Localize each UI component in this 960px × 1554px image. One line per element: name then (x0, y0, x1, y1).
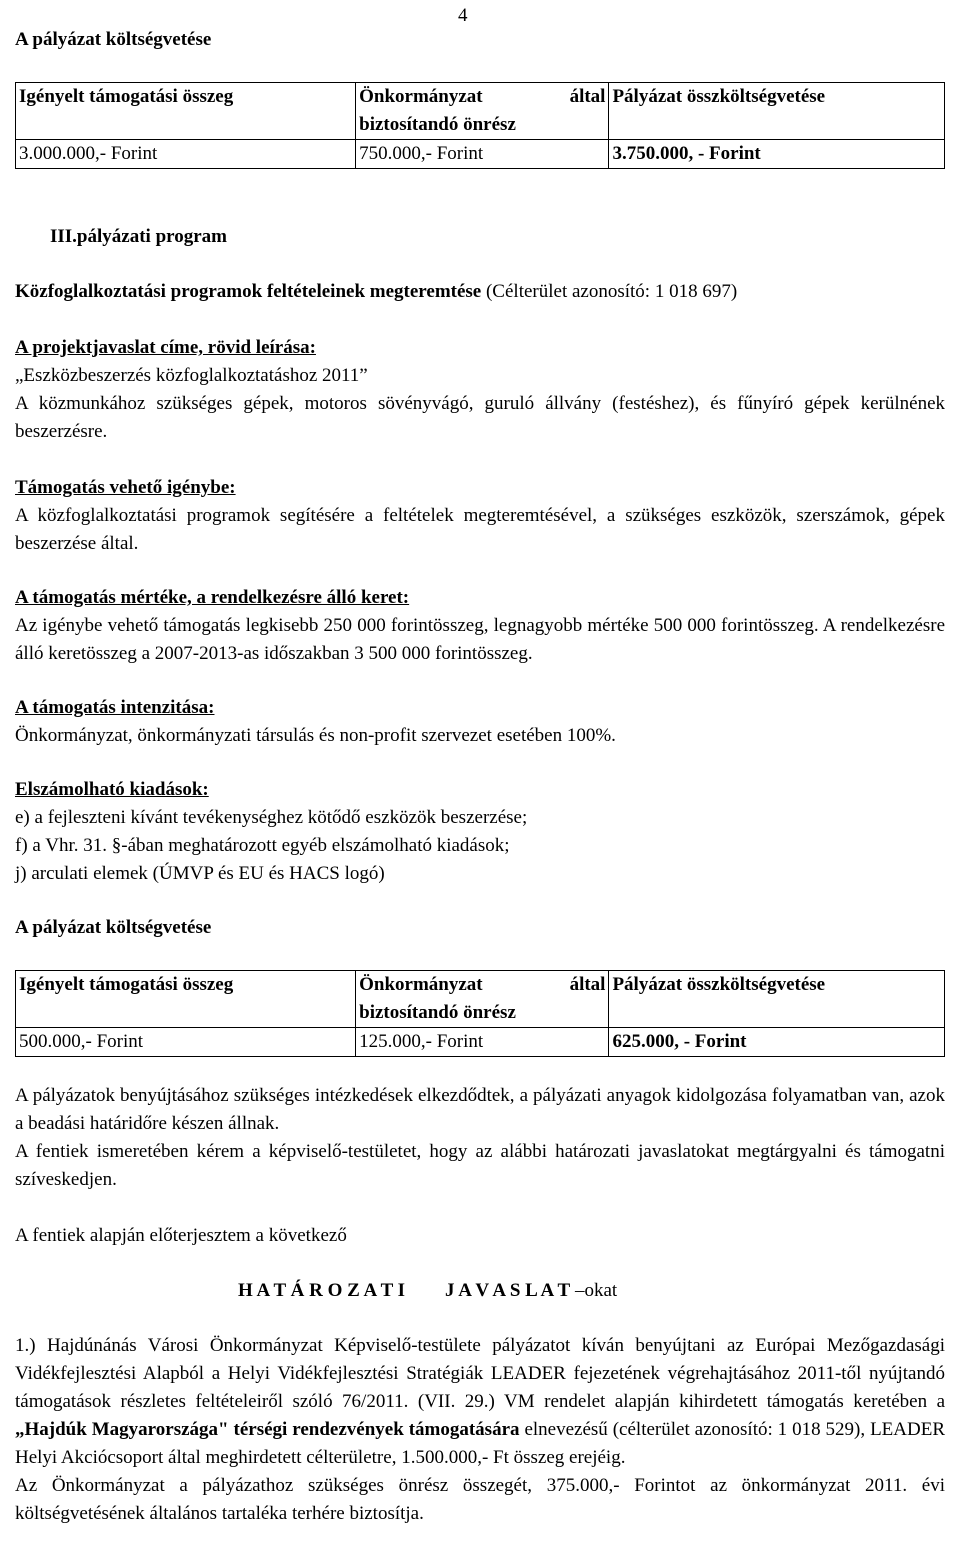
amount-block (15, 584, 945, 668)
budget-table-1 (15, 82, 945, 169)
table-row (16, 83, 945, 140)
project-label: A projektjavaslat címe, rövid leírása: (15, 337, 316, 358)
header-self-share-word2: által (569, 86, 606, 107)
header-total: Pályázat összköltségvetése (609, 971, 945, 1028)
costs-block (15, 776, 945, 888)
table-row (16, 140, 945, 169)
page-number: 4 (458, 5, 468, 26)
list-item: j) arculati elemek (ÚMVP és EU és HACS logó) (15, 863, 385, 884)
program-title: Közfoglalkoztatási programok feltételeinek megteremtése (15, 281, 482, 302)
resolution-word-1: H A T Á R O Z A T I (238, 1280, 406, 1301)
project-block (15, 334, 945, 446)
header-self-share-line2: biztosítandó önrész (359, 114, 516, 135)
program-line (15, 278, 945, 306)
support-label: Támogatás vehető igénybe: (15, 477, 236, 498)
resolution-item-1 (15, 1332, 945, 1528)
resolution-word-2: J A V A S L A T (445, 1280, 571, 1301)
resolution-suffix: –okat (570, 1280, 618, 1301)
value-requested: 500.000,- Forint (16, 1028, 356, 1057)
value-total: 625.000, - Forint (609, 1028, 945, 1057)
list-item: f) a Vhr. 31. §-ában meghatározott egyéb elszámolható kiadások; (15, 835, 510, 856)
budget-table-2 (15, 970, 945, 1057)
budget-title-1: A pályázat költségvetése (15, 29, 212, 50)
table-row (16, 971, 945, 1028)
program-target-id: (Célterület azonosító: 1 018 697) (481, 281, 738, 302)
value-requested: 3.000.000,- Forint (16, 140, 356, 169)
item1-text-a: 1.) Hajdúnánás Városi Önkormányzat Képviselő-testülete pályázatot kíván benyújtani az Európai Mezőgazdasági Vidékfejlesztési Alapból a Helyi Vidékfejlesztési Stratégiák LEADER fejezetének végrehajtásához 2011-től nyújtandó támogatások részletes feltételeiről szóló 76/2011. (VII. 29.) VM rendelet alapján kihirdetett támogatás keretében a (15, 1335, 945, 1412)
closing-paragraph-3: A fentiek alapján előterjesztem a következő (15, 1225, 347, 1246)
support-text: A közfoglalkoztatási programok segítésére a feltételek megteremtésével, a szükséges eszközök, szerszámok, gépek beszerzése által. (15, 505, 945, 554)
costs-label: Elszámolható kiadások: (15, 779, 209, 800)
program-heading: III.pályázati program (50, 226, 227, 247)
item1-paragraph-2: Az Önkormányzat a pályázathoz szükséges önrész összegét, 375.000,- Forintot az önkormányzat 2011. évi költségvetésének általános tartaléka terhére biztosítja. (15, 1475, 945, 1524)
resolution-heading (238, 1277, 938, 1305)
header-self-share-word1: Önkormányzat (359, 86, 483, 107)
item1-text-b: elnevezésű (célterület azonosító: 1 018 529), LEADER Helyi Akciócsoport által meghirdetett célterületre, 1.500.000,- Ft összeg erejéig. (15, 1419, 945, 1468)
list-item: e) a fejleszteni kívánt tevékenységhez kötődő eszközök beszerzése; (15, 807, 528, 828)
table-row (16, 1028, 945, 1057)
header-self-share (356, 83, 609, 140)
amount-text: Az igénybe vehető támogatás legkisebb 250 000 forintösszeg, legnagyobb mértéke 500 000 forintösszeg. A rendelkezésre álló keretösszeg a 2007-2013-as időszakban 3 500 000 forintösszeg. (15, 615, 945, 664)
header-requested: Igényelt támogatási összeg (16, 83, 356, 140)
value-total: 3.750.000, - Forint (609, 140, 945, 169)
header-total: Pályázat összköltségvetése (609, 83, 945, 140)
intensity-block (15, 694, 945, 750)
value-self-share: 125.000,- Forint (356, 1028, 609, 1057)
header-self-share-word2: által (569, 974, 606, 995)
header-self-share-word1: Önkormányzat (359, 974, 483, 995)
intensity-label: A támogatás intenzitása: (15, 697, 215, 718)
intensity-text: Önkormányzat, önkormányzati társulás és non-profit szervezet esetében 100%. (15, 725, 616, 746)
closing-paragraph-2: A fentiek ismeretében kérem a képviselő-testületet, hogy az alábbi határozati javaslatokat megtárgyalni és támogatni szíveskedjen. (15, 1141, 945, 1190)
amount-label: A támogatás mértéke, a rendelkezésre álló keret: (15, 587, 410, 608)
closing-block (15, 1082, 945, 1194)
project-title: „Eszközbeszerzés közfoglalkoztatáshoz 2011” (15, 365, 368, 386)
budget-title-2: A pályázat költségvetése (15, 917, 212, 938)
header-requested: Igényelt támogatási összeg (16, 971, 356, 1028)
item1-text-bold: „Hajdúk Magyarországa" térségi rendezvények támogatására (15, 1419, 520, 1440)
header-self-share (356, 971, 609, 1028)
header-self-share-line2: biztosítandó önrész (359, 1002, 516, 1023)
item1-paragraph (15, 1332, 945, 1472)
closing-paragraph-1: A pályázatok benyújtásához szükséges intézkedések elkezdődtek, a pályázati anyagok kidolgozása folyamatban van, azok a beadási határidőre készen állnak. (15, 1085, 945, 1134)
support-block (15, 474, 945, 558)
project-description: A közmunkához szükséges gépek, motoros sövényvágó, guruló állvány (festéshez), és fűnyíró gépek kerülnének beszerzésre. (15, 393, 945, 442)
value-self-share: 750.000,- Forint (356, 140, 609, 169)
